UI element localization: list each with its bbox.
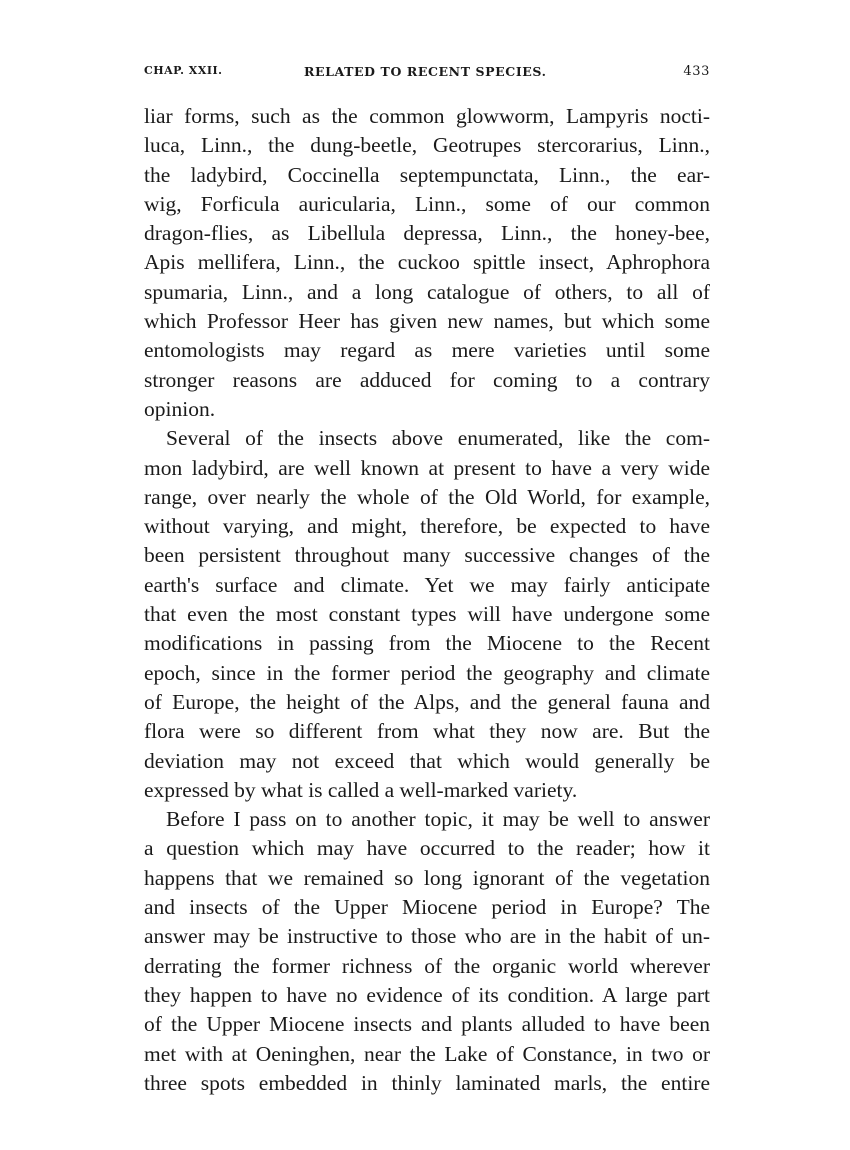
text-line: flora were so different from what they now are. But the [144, 719, 710, 744]
text-line: entomologists may regard as mere varieties until some [144, 338, 710, 363]
text-line: dragon-flies, as Libellula depressa, Linn., the honey-bee, [144, 221, 710, 246]
text-line: mon ladybird, are well known at present to have a very wide [144, 455, 710, 480]
running-head [144, 64, 710, 84]
text-line: Several of the insects above enumerated, like the com- [166, 426, 710, 451]
text-line: epoch, since in the former period the geography and climate [144, 660, 710, 685]
text-line: met with at Oeninghen, near the Lake of Constance, in two or [144, 1041, 710, 1066]
text-line: the ladybird, Coccinella septempunctata, Linn., the ear- [144, 162, 710, 187]
text-line: of the Upper Miocene insects and plants alluded to have been [144, 1012, 710, 1037]
page-number: 433 [683, 64, 710, 79]
text-line: without varying, and might, therefore, be expected to have [144, 514, 710, 539]
text-line: and insects of the Upper Miocene period in Europe? The [144, 895, 710, 920]
text-line: earth's surface and climate. Yet we may fairly anticipate [144, 572, 710, 597]
text-line: modifications in passing from the Miocene to the Recent [144, 631, 710, 656]
text-line: derrating the former richness of the organic world wherever [144, 953, 710, 978]
text-line: three spots embedded in thinly laminated marls, the entire [144, 1070, 710, 1095]
text-line: which Professor Heer has given new names, but which some [144, 309, 710, 334]
text-line: Before I pass on to another topic, it may be well to answer [166, 807, 710, 832]
text-line: been persistent throughout many successive changes of the [144, 543, 710, 568]
text-line: deviation may not exceed that which would generally be [144, 748, 710, 773]
text-line: of Europe, the height of the Alps, and the general fauna and [144, 689, 710, 714]
text-line: expressed by what is called a well-marked variety. [144, 777, 578, 802]
page-title: RELATED TO RECENT SPECIES. [304, 64, 547, 79]
text-line: wig, Forficula auricularia, Linn., some of our common [144, 191, 710, 216]
text-line: range, over nearly the whole of the Old World, for example, [144, 484, 710, 509]
text-line: liar forms, such as the common glowworm, Lampyris nocti- [144, 104, 710, 128]
text-line: answer may be instructive to those who are in the habit of un- [144, 924, 710, 949]
text-line: happens that we remained so long ignorant of the vegetation [144, 865, 710, 890]
text-line: luca, Linn., the dung-beetle, Geotrupes stercorarius, Linn., [144, 133, 710, 158]
text-line: Apis mellifera, Linn., the cuckoo spittle insect, Aphrophora [144, 250, 710, 275]
text-line: opinion. [144, 396, 216, 421]
text-line: stronger reasons are adduced for coming to a contrary [144, 367, 710, 392]
body-text [144, 102, 710, 1098]
text-line: that even the most constant types will have undergone some [144, 602, 710, 627]
chapter-label: CHAP. XXII. [144, 64, 223, 77]
text-line: spumaria, Linn., and a long catalogue of others, to all of [144, 279, 710, 304]
text-line: they happen to have no evidence of its condition. A large part [144, 982, 710, 1007]
text-line: a question which may have occurred to the reader; how it [144, 836, 710, 861]
